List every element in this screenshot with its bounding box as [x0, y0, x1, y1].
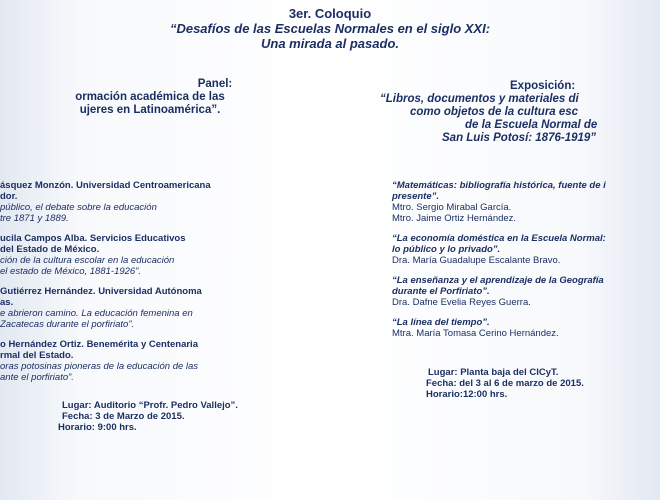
exhibition-item	[392, 317, 606, 339]
speaker-affiliation: rmal del Estado.	[0, 350, 74, 361]
exhibition-item-author: Mtra. María Tomasa Cerino Hernández.	[392, 328, 559, 339]
exhibition-heading	[370, 80, 660, 145]
speaker-topic: e abrieron camino. La educación femenina en	[0, 308, 193, 319]
exhibition-item	[392, 275, 606, 308]
exhibition-item-list	[392, 180, 606, 348]
exhibition-title-line4: San Luis Potosí: 1876-1919”	[442, 132, 597, 144]
exhibition-venue-time: Horario:12:00 hrs.	[426, 389, 508, 400]
panel-venue-place: Lugar: Auditorio “Profr. Pedro Vallejo”.	[62, 400, 238, 411]
exhibition-item-title: presente”.	[392, 191, 439, 202]
exhibition-venue-date: Fecha: del 3 al 6 de marzo de 2015.	[426, 378, 584, 389]
panel-venue-date: Fecha: 3 de Marzo de 2015.	[62, 411, 185, 422]
exhibition-title-line1: “Libros, documentos y materiales di	[380, 93, 579, 105]
exhibition-item-author: Mtro. Sergio Mirabal García.	[392, 202, 512, 213]
panel-speaker-list	[0, 180, 211, 392]
exhibition-item-title: “Matemáticas: bibliografía histórica, fuente de i	[392, 180, 606, 191]
panel-venue-time: Horario: 9:00 hrs.	[58, 422, 137, 433]
exhibition-item	[392, 233, 606, 266]
exhibition-item-author: Dra. María Guadalupe Escalante Bravo.	[392, 255, 561, 266]
speaker-topic: Zacatecas durante el porfiriato”.	[0, 319, 135, 330]
speaker-topic: tre 1871 y 1889.	[0, 213, 69, 224]
exhibition-item-title: lo público y lo privado”.	[392, 244, 501, 255]
panel-label: Panel:	[197, 78, 233, 90]
event-edition: 3er. Coloquio	[288, 6, 372, 21]
panel-heading	[0, 78, 300, 117]
event-header	[0, 6, 660, 51]
event-title: “Desafíos de las Escuelas Normales en el siglo XXI:	[169, 21, 491, 36]
speaker-name: o Hernández Ortiz. Benemérita y Centenaria	[0, 339, 198, 350]
exhibition-item	[392, 180, 606, 224]
panel-speaker	[0, 286, 211, 330]
speaker-name: ásquez Monzón. Universidad Centroamericana	[0, 180, 211, 191]
exhibition-item-title: “La enseñanza y el aprendizaje de la Geografía	[392, 275, 604, 286]
exhibition-venue-place: Lugar: Planta baja del CICyT.	[428, 367, 559, 378]
panel-speaker	[0, 339, 211, 383]
exhibition-title-line2: como objetos de la cultura esc	[410, 106, 579, 118]
exhibition-item-title: “La línea del tiempo”.	[392, 317, 490, 328]
exhibition-item-author: Mtro. Jaime Ortiz Hernández.	[392, 213, 517, 224]
speaker-affiliation: as.	[0, 297, 14, 308]
panel-speaker	[0, 233, 211, 277]
speaker-name: ucila Campos Alba. Servicios Educativos	[0, 233, 186, 244]
exhibition-item-title: “La economía doméstica en la Escuela Normal:	[392, 233, 606, 244]
exhibition-column	[370, 80, 660, 410]
exhibition-venue-info	[398, 367, 584, 400]
panel-title-line2: ujeres en Latinoamérica”.	[79, 104, 221, 116]
panel-venue-info	[0, 400, 238, 433]
speaker-affiliation: dor.	[0, 191, 18, 202]
exhibition-item-author: Dra. Dafne Evelia Reyes Guerra.	[392, 297, 531, 308]
panel-column	[0, 78, 300, 438]
speaker-topic: oras potosinas pioneras de la educación de las	[0, 361, 199, 372]
exhibition-item-title: durante el Porfiriato”.	[392, 286, 490, 297]
panel-title-line1: ormación académica de las	[75, 91, 225, 103]
speaker-topic: público, el debate sobre la educación	[0, 202, 157, 213]
speaker-affiliation: del Estado de México.	[0, 244, 100, 255]
event-subtitle: Una mirada al pasado.	[261, 36, 399, 51]
exhibition-title-line3: de la Escuela Normal de	[465, 119, 598, 131]
speaker-topic: ción de la cultura escolar en la educación	[0, 255, 175, 266]
speaker-topic: ante el porfiriato”.	[0, 372, 74, 383]
exhibition-label: Exposición:	[510, 80, 576, 92]
speaker-topic: el estado de México, 1881-1926”.	[0, 266, 142, 277]
speaker-name: Gutiérrez Hernández. Universidad Autónoma	[0, 286, 202, 297]
panel-speaker	[0, 180, 211, 224]
